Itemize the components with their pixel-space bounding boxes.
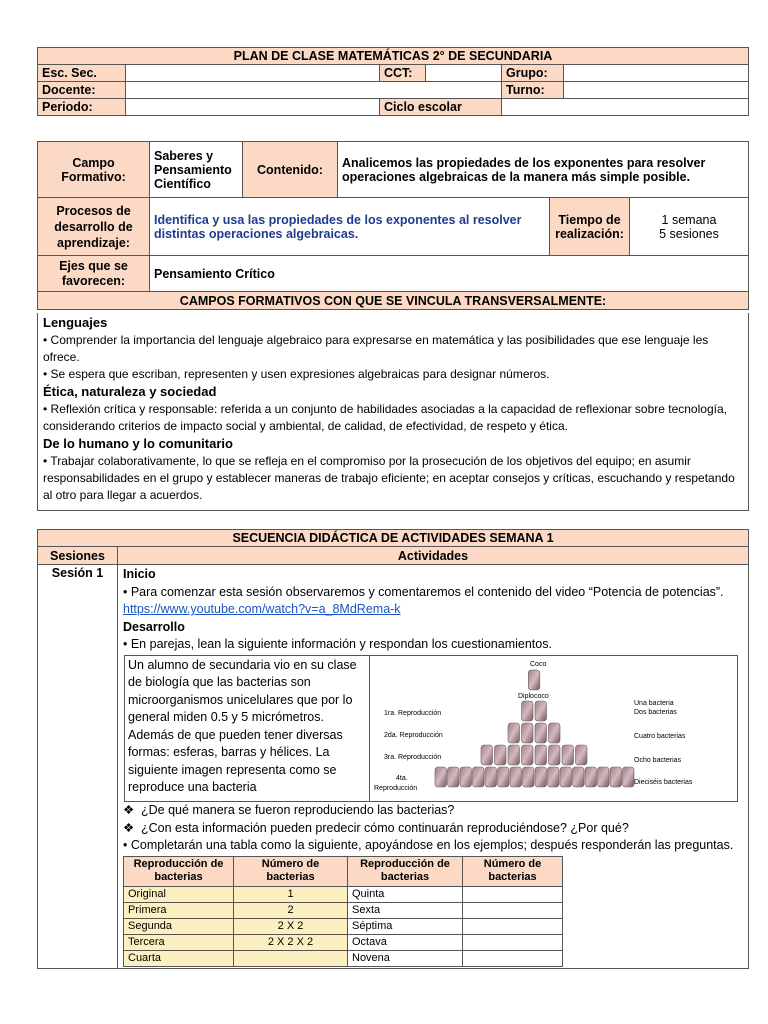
bacteria-cell [560, 767, 572, 787]
tiempo-semana: 1 semana [661, 212, 717, 227]
count-header-1: Número de bacterias [234, 856, 348, 886]
bacteria-cell [535, 767, 547, 787]
table-row [124, 886, 563, 902]
bacteria-cell [508, 745, 520, 765]
col-actividades: Actividades [118, 547, 749, 565]
desarrollo-text: • En parejas, lean la siguiente información y respondan los cuestionamientos. [123, 637, 552, 651]
esc-sec-field[interactable] [126, 65, 380, 82]
repro-cell: Cuarta [124, 950, 234, 966]
repro-4-label: 4ta. [396, 774, 409, 782]
bacteria-cell [573, 767, 585, 787]
count-cell[interactable] [463, 886, 563, 902]
count-cell[interactable]: 2 [234, 902, 348, 918]
bacteria-cell [549, 745, 561, 765]
procesos-value: Identifica y usa las propiedades de los exponentes al resolver distintas operaciones algebraicas. [150, 198, 550, 256]
count-cell[interactable] [234, 950, 348, 966]
repro-2-label: 2da. Reproducción [384, 731, 444, 739]
campo-value: Saberes y Pensamiento Científico [150, 142, 243, 198]
coco-label: Coco [530, 660, 547, 668]
etica-title: Ética, naturaleza y sociedad [43, 384, 217, 399]
ciclo-field[interactable] [502, 99, 749, 116]
periodo-label: Periodo: [38, 99, 126, 116]
bacteria-cell [522, 723, 534, 743]
periodo-field[interactable] [126, 99, 380, 116]
table-row [124, 902, 563, 918]
bacteria-cell [522, 701, 534, 721]
completar-text: • Completarán una tabla como la siguiente, apoyándose en los ejemplos; después responderán las preguntas. [123, 838, 734, 852]
procesos-label: Procesos de desarrollo de aprendizaje: [38, 198, 150, 256]
repro-cell: Primera [124, 902, 234, 918]
repro-3-label: 3ra. Reproducción [384, 753, 442, 761]
repro-4-label-cont: Reproducción [374, 784, 418, 792]
bacteria-cell [523, 767, 535, 787]
repro-cell: Sexta [348, 902, 463, 918]
bacteria-diagram [370, 655, 738, 802]
repro-cell: Quinta [348, 886, 463, 902]
bacteria-cell [448, 767, 460, 787]
bacteria-cell [610, 767, 622, 787]
repro-cell: Tercera [124, 934, 234, 950]
diamond-bullet-icon: ❖ [123, 820, 135, 835]
bacteria-info-box [124, 655, 738, 803]
bacteria-cell [510, 767, 522, 787]
question-1: ❖ ¿De qué manera se fueron reproduciendo las bacterias? [123, 802, 743, 820]
count-cell[interactable]: 2 X 2 [234, 918, 348, 934]
plan-info-table [37, 141, 749, 310]
una-bacteria-label: Una bacteria [634, 699, 675, 707]
bacteria-cell [535, 745, 547, 765]
bacteria-cell [485, 767, 497, 787]
repro-header-1: Reproducción de bacterias [124, 856, 234, 886]
tiempo-label: Tiempo de realización: [550, 198, 630, 256]
etica-item-1: • Reflexión crítica y responsable: referida a un conjunto de habilidades asociadas a la capacidad de reflexionar sobre tecnología, considerando criterios de impacto social y ambiental, de calidad, de efectividad, de respeto y ética. [43, 402, 727, 433]
bacteria-cell [481, 745, 493, 765]
bacteria-cell [598, 767, 610, 787]
tiempo-sesiones: 5 sesiones [659, 226, 719, 241]
repro-cell: Octava [348, 934, 463, 950]
session-1-activities [118, 565, 749, 969]
repro-cell: Novena [348, 950, 463, 966]
count-cell[interactable]: 2 X 2 X 2 [234, 934, 348, 950]
count-cell[interactable]: 1 [234, 886, 348, 902]
grupo-label: Grupo: [502, 65, 564, 82]
reproduction-table [123, 856, 563, 967]
repro-cell: Séptima [348, 918, 463, 934]
bacteria-cell [535, 701, 547, 721]
campo-label: Campo Formativo: [38, 142, 150, 198]
bacteria-cell [522, 745, 534, 765]
bacteria-cell [535, 723, 547, 743]
bacteria-pyramid-svg [370, 656, 736, 796]
secuencia-title: SECUENCIA DIDÁCTICA DE ACTIVIDADES SEMANA 1 [38, 530, 749, 547]
diamond-bullet-icon: ❖ [123, 803, 135, 817]
bacteria-cell [435, 767, 447, 787]
bacteria-cell [498, 767, 510, 787]
repro-header-2: Reproducción de bacterias [348, 856, 463, 886]
session-1-label: Sesión 1 [38, 565, 118, 969]
turno-label: Turno: [502, 82, 564, 99]
contenido-label: Contenido: [243, 142, 338, 198]
video-link[interactable]: https://www.youtube.com/watch?v=a_8MdRema-k [123, 602, 401, 616]
humano-item-1: • Trabajar colaborativamente, lo que se refleja en el compromiso por la prosecución de los objetivos del equipo; en asumir responsabilidades en el grupo y establecer maneras de trabajo eficiente; en aceptar consejos y críticas, escuchando y respetando al otro para llegar a acuerdos. [43, 454, 735, 502]
turno-field[interactable] [564, 82, 749, 99]
inicio-title: Inicio [123, 567, 156, 581]
inicio-text: • Para comenzar esta sesión observaremos y comentaremos el contenido del video “Potencia de potencias”. [123, 584, 724, 599]
bacteria-cell [460, 767, 472, 787]
bacteria-cells [435, 670, 634, 787]
ocho-bacterias-label: Ocho bacterias [634, 756, 682, 764]
diplococo-label: Diplococo [518, 692, 550, 700]
bacteria-cell [585, 767, 597, 787]
dos-bacterias-label: Dos bacterias [634, 708, 678, 716]
campos-header: CAMPOS FORMATIVOS CON QUE SE VINCULA TRANSVERSALMENTE: [38, 292, 749, 310]
count-cell[interactable] [463, 950, 563, 966]
bacteria-cell [473, 767, 485, 787]
bacteria-text: Un alumno de secundaria vio en su clase de biología que las bacterias son microorganismos unicelulares que por lo general miden 0.5 y 5 micrómetros. Además de que pueden tener diversas formas: esferas, barras y hélices. La siguiente imagen representa como se reproduce una bacteria [125, 655, 370, 802]
bacteria-cell [495, 745, 507, 765]
bacteria-cell [508, 723, 520, 743]
bacteria-cell [576, 745, 588, 765]
bacteria-cell [623, 767, 635, 787]
bacteria-cell [562, 745, 574, 765]
count-cell[interactable] [463, 902, 563, 918]
cuatro-bacterias-label: Cuatro bacterias [634, 732, 686, 740]
desarrollo-title: Desarrollo [123, 619, 185, 634]
table-row [124, 934, 563, 950]
count-header-2: Número de bacterias [463, 856, 563, 886]
docente-field[interactable] [126, 82, 502, 99]
tiempo-value [630, 198, 749, 256]
bacteria-cell [548, 767, 560, 787]
ciclo-label: Ciclo escolar [380, 99, 502, 116]
col-sesiones: Sesiones [38, 547, 118, 565]
humano-title: De lo humano y lo comunitario [43, 436, 233, 451]
lenguajes-item-1: • Comprender la importancia del lenguaje algebraico para expresarse en matemática y las posibilidades que ese lenguaje les ofrece. [43, 333, 709, 364]
count-cell[interactable] [463, 934, 563, 950]
bacteria-cell [529, 670, 541, 690]
question-2: ❖ ¿Con esta información pueden predecir cómo continuarán reproduciéndose? ¿Por qué? [123, 820, 743, 838]
bacteria-cell [549, 723, 561, 743]
cct-field[interactable] [426, 65, 502, 82]
grupo-field[interactable] [564, 65, 749, 82]
contenido-value: Analicemos las propiedades de los exponentes para resolver operaciones algebraicas de la manera más simple posible. [338, 142, 749, 198]
secuencia-table [37, 529, 749, 969]
cct-label: CCT: [380, 65, 426, 82]
esc-sec-label: Esc. Sec. [38, 65, 126, 82]
plan-title: PLAN DE CLASE MATEMÁTICAS 2° DE SECUNDARIA [38, 48, 749, 65]
transversal-section [37, 313, 749, 511]
lenguajes-item-2: • Se espera que escriban, representen y usen expresiones algebraicas para designar números. [43, 367, 550, 381]
docente-label: Docente: [38, 82, 126, 99]
ejes-label: Ejes que se favorecen: [38, 256, 150, 292]
dieciseis-bacterias-label: Dieciséis bacterias [634, 778, 693, 786]
ejes-value: Pensamiento Crítico [150, 256, 749, 292]
plan-header-table [37, 47, 749, 116]
repro-cell: Original [124, 886, 234, 902]
table-row [124, 918, 563, 934]
table-row [124, 950, 563, 966]
repro-cell: Segunda [124, 918, 234, 934]
lenguajes-title: Lenguajes [43, 315, 108, 330]
count-cell[interactable] [463, 918, 563, 934]
repro-1-label: 1ra. Reproducción [384, 709, 442, 717]
